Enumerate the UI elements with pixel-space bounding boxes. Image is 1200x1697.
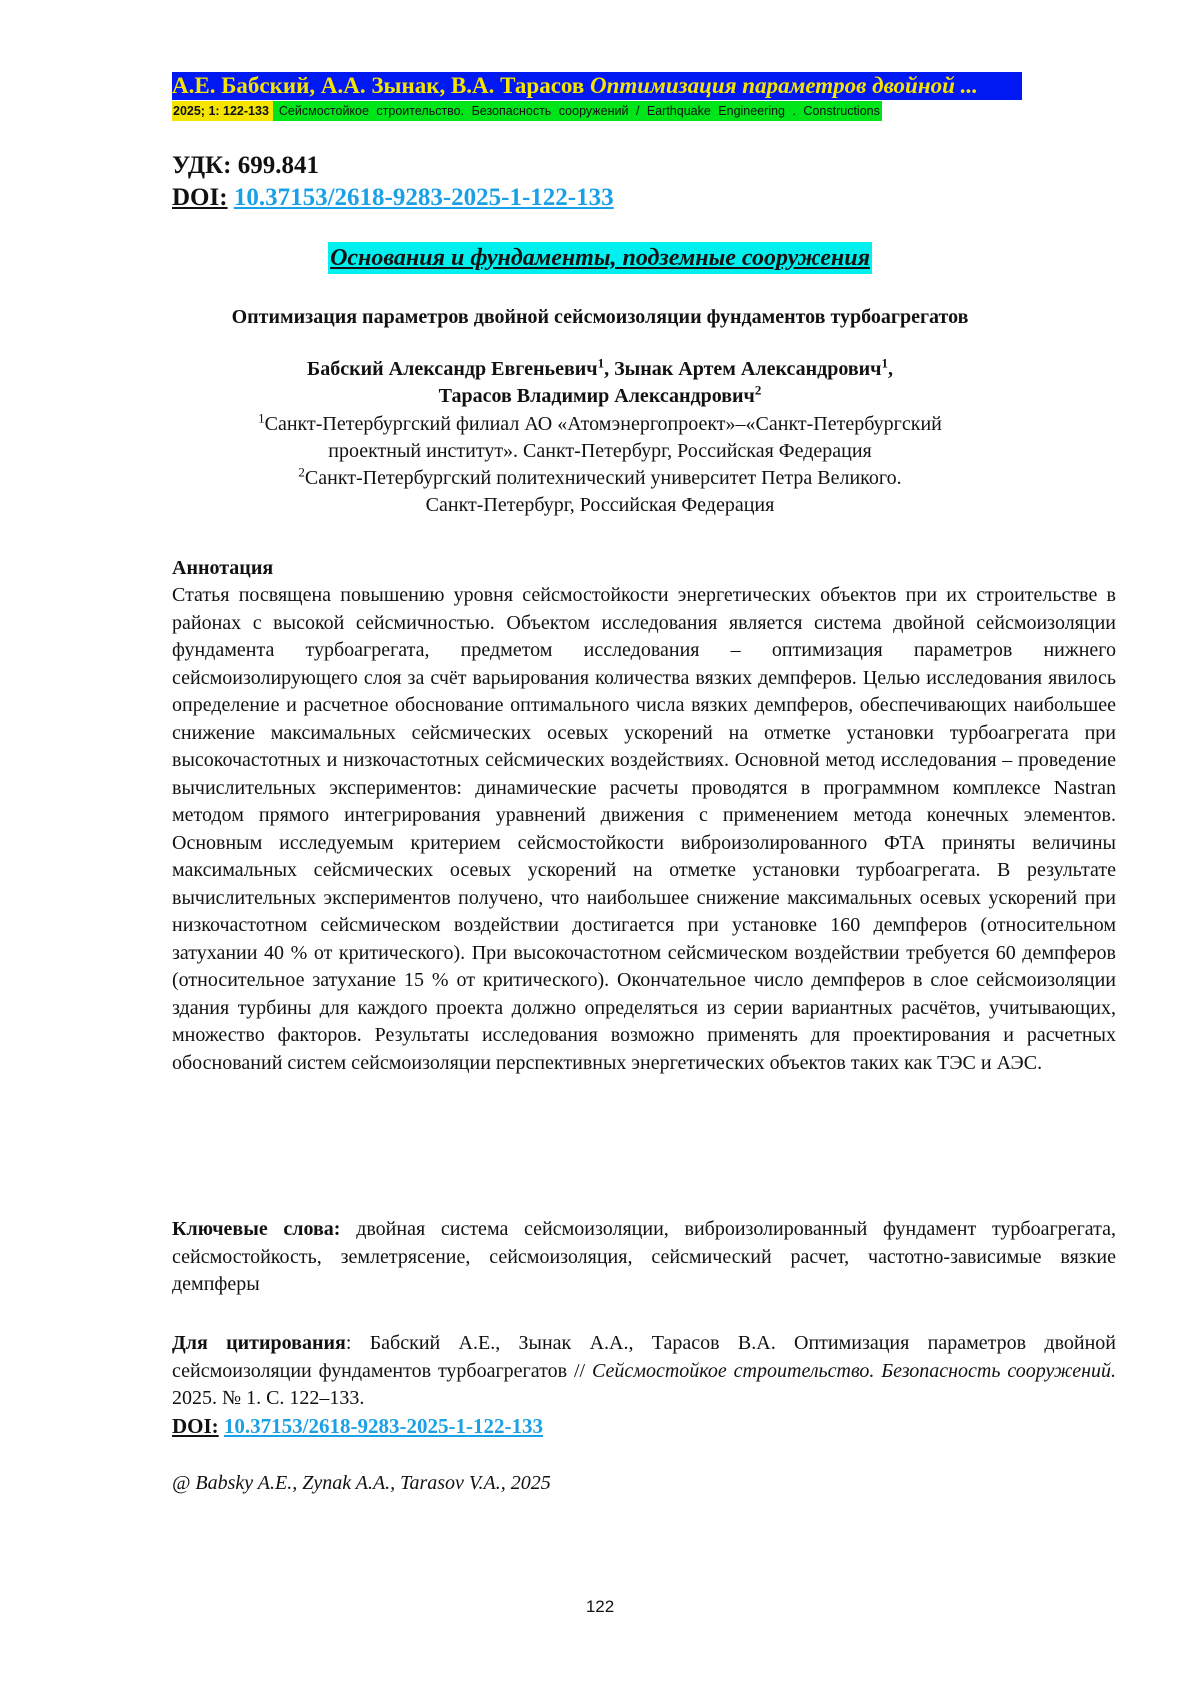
keywords-text: двойная система сейсмоизоляции, виброизолированный фундамент турбоагрегата, сейсмостойкость, землетрясение, сейсмоизоляция, сейсмический расчет, частотно-зависимые вязкие демпферы <box>172 1218 1116 1295</box>
citation: Для цитирования: Бабский А.Е., Зынак А.А., Тарасов В.А. Оптимизация параметров двойной сейсмоизоляции фундаментов турбоагрегатов // Сейсмостойкое строительство. Безопасность сооружений. 2025. № 1. С. 122–133. <box>172 1330 1116 1413</box>
affil-mark: 2 <box>298 464 305 479</box>
author-affil-mark: 1 <box>881 355 888 370</box>
header-title: Оптимизация параметров двойной ... <box>590 73 978 98</box>
affil-line: проектный институт». Санкт-Петербург, Российская Федерация <box>328 440 871 462</box>
author-list: Бабский Александр Евгеньевич1, Зынак Артем Александрович1, Тарасов Владимир Александрович2 <box>0 356 1200 410</box>
citation-text: Бабский А.Е., Зынак А.А., Тарасов В.А. Оптимизация параметров двойной сейсмоизоляции фундаментов турбоагрегатов // <box>172 1332 1116 1382</box>
citation-journal: Сейсмостойкое строительство. Безопасность сооружений. <box>592 1360 1116 1382</box>
running-header <box>172 72 1022 100</box>
keywords-label: Ключевые слова: <box>172 1218 340 1240</box>
article-title: Оптимизация параметров двойной сейсмоизоляции фундаментов турбоагрегатов <box>0 304 1200 330</box>
journal-strip <box>172 101 1022 121</box>
author-name: Зынак Артем Александрович <box>614 358 881 380</box>
author-name: Бабский Александр Евгеньевич <box>307 358 598 380</box>
doi-top <box>172 182 614 214</box>
affiliations <box>0 411 1200 519</box>
doi-label: DOI: <box>172 184 228 211</box>
affil-line: Санкт-Петербургский политехнический университет Петра Великого. <box>305 467 902 489</box>
keywords <box>172 1216 1116 1299</box>
citation-tail: 2025. № 1. С. 122–133. <box>172 1387 364 1409</box>
author-affil-mark: 1 <box>598 355 605 370</box>
citation-label: Для цитирования <box>172 1332 346 1354</box>
issue-info: 2025; 1: 122-133 <box>172 101 273 121</box>
header-authors: А.Е. Бабский, А.А. Зынак, В.А. Тарасов <box>172 73 584 98</box>
udk-code: УДК: 699.841 <box>172 150 319 182</box>
doi-link[interactable]: 10.37153/2618-9283-2025-1-122-133 <box>234 184 614 211</box>
abstract-text: Статья посвящена повышению уровня сейсмостойкости энергетических объектов при их строительстве в районах с высокой сейсмичностью. Объектом исследования является система двойной сейсмоизоляции фундамента турбоагрегата, предметом исследования – оптимизация параметров нижнего сейсмоизолирующего слоя за счёт варьирования количества вязких демпферов. Целью исследования явилось определение и расчетное обоснование оптимального числа вязких демпферов, обеспечивающих наибольшее снижение максимальных сейсмических осевых ускорений на отметке установки турбоагрегата при высокочастотных и низкочастотных сейсмических воздействиях. Основной метод исследования – проведение вычислительных экспериментов: динамические расчеты проводятся в программном комплексе Nastran методом прямого интегрирования уравнений движения с применением метода конечных элементов. Основным исследуемым критерием сейсмостойкости виброизолированного ФТА приняты величины максимальных сейсмических осевых ускорений на отметке установки турбоагрегата. В результате вычислительных экспериментов получено, что наибольшее снижение максимальных осевых ускорений при низкочастотном сейсмическом воздействии достигается при установке 160 демпферов (относительном затухании 40 % от критического). При высокочастотном сейсмическом воздействии требуется 60 демпферов (относительное затухание 15 % от критического). Окончательное число демпферов в слое сейсмоизоляции здания турбины для каждого проекта должно определяться из серии вариантных расчётов, учитывающих, множество факторов. Результаты исследования возможно применять для проектирования и расчетных обоснований систем сейсмоизоляции перспективных энергетических объектов таких как ТЭС и АЭС. <box>172 582 1116 1077</box>
abstract-heading: Аннотация <box>172 555 273 582</box>
page-number: 122 <box>0 1596 1200 1618</box>
rubric-container <box>0 242 1200 274</box>
doi-link[interactable]: 10.37153/2618-9283-2025-1-122-133 <box>224 1414 543 1438</box>
doi-bottom <box>172 1412 543 1440</box>
affil-mark: 1 <box>258 410 265 425</box>
author-affil-mark: 2 <box>755 382 762 397</box>
affil-line: Санкт-Петербург, Российская Федерация <box>426 494 775 516</box>
author-name: Тарасов Владимир Александрович <box>439 385 755 407</box>
rubric: Основания и фундаменты, подземные сооружения <box>328 242 872 274</box>
article-page <box>0 0 1200 1697</box>
doi-label: DOI: <box>172 1414 219 1438</box>
affil-line: Санкт-Петербургский филиал АО «Атомэнергопроект»–«Санкт-Петербургский <box>265 413 942 435</box>
journal-name: Сейсмостойкое строительство. Безопасность сооружений / Earthquake Engineering . Constructions <box>273 101 882 121</box>
copyright: @ Babsky A.E., Zynak A.A., Tarasov V.A., 2025 <box>172 1470 551 1497</box>
